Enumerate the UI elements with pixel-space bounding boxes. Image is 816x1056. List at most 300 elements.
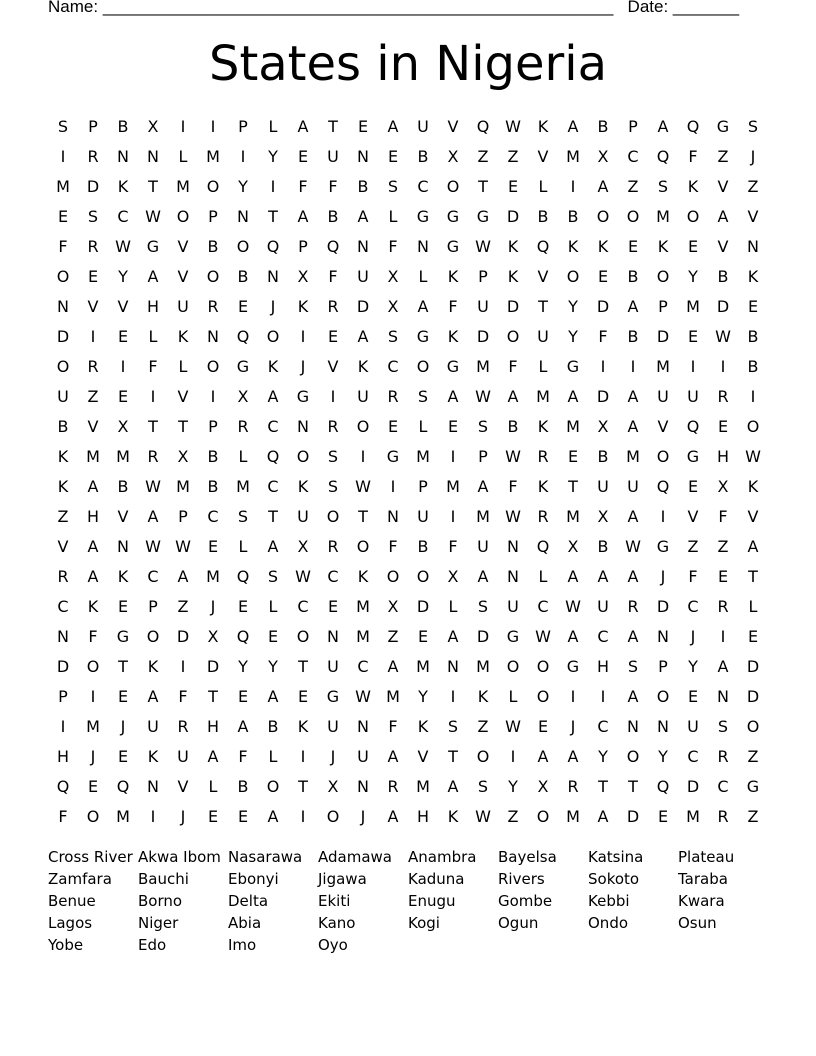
grid-letter: I [720,626,726,646]
grid-letter: H [716,446,730,466]
grid-letter: E [297,686,309,706]
grid-letter: W [145,206,161,226]
grid-letter: U [327,146,339,166]
grid-letter: Z [477,146,489,166]
grid-letter: U [57,386,69,406]
grid-letter: N [207,326,219,346]
grid-letter: E [327,596,339,616]
word-bank-item: Taraba [678,870,728,888]
grid-letter: F [88,626,98,646]
grid-letter: W [505,506,521,526]
grid-letter: I [360,446,366,466]
grid-letter: J [750,146,756,166]
grid-letter: X [597,416,609,436]
word-bank [48,846,768,956]
grid-row [48,261,768,291]
grid-letter: J [180,806,186,826]
grid-letter: T [358,506,368,526]
grid-letter: Z [87,386,99,406]
grid-letter: R [87,356,99,376]
word-bank-item: Enugu [408,892,456,910]
grid-letter: L [238,446,248,466]
grid-letter: K [357,356,369,376]
grid-letter: N [657,716,669,736]
grid-letter: O [86,806,100,826]
grid-letter: E [237,596,249,616]
grid-letter: R [57,566,69,586]
grid-letter: L [268,116,278,136]
grid-letter: L [388,206,398,226]
grid-letter: E [327,326,339,346]
grid-letter: K [297,716,309,736]
word-bank-item: Osun [678,914,717,932]
grid-letter: X [207,626,219,646]
word-bank-item: Sokoto [588,870,640,888]
grid-letter: D [356,296,370,316]
grid-letter: A [147,266,159,286]
grid-letter: E [537,716,549,736]
grid-letter: B [417,146,429,166]
grid-letter: R [207,296,219,316]
grid-letter: K [537,116,549,136]
grid-letter: T [748,566,758,586]
grid-row [48,291,768,321]
grid-letter: F [598,326,608,346]
grid-letter: Q [656,146,670,166]
grid-letter: B [417,536,429,556]
grid-letter: B [627,326,639,346]
grid-letter: Y [568,326,578,346]
grid-letter: N [327,626,339,646]
grid-letter: P [208,416,218,436]
word-bank-item: Gombe [498,892,553,910]
grid-letter: Z [57,506,69,526]
grid-letter: K [507,266,519,286]
grid-letter: A [627,416,639,436]
grid-letter: F [328,176,338,196]
grid-letter: M [566,146,580,166]
grid-letter: T [598,776,608,796]
grid-letter: Q [236,326,250,346]
grid-letter: A [657,116,669,136]
grid-letter: E [117,596,129,616]
grid-letter: K [177,326,189,346]
grid-letter: Z [747,806,759,826]
grid-letter: V [417,746,429,766]
grid-letter: K [687,176,699,196]
grid-letter: N [507,566,519,586]
grid-letter: U [357,266,369,286]
grid-letter: P [58,686,68,706]
grid-letter: M [206,566,220,586]
grid-letter: N [147,776,159,796]
word-bank-item: Katsina [588,848,644,866]
grid-letter: D [596,296,610,316]
grid-letter: V [87,296,99,316]
grid-letter: X [447,146,459,166]
grid-letter: C [597,626,609,646]
word-bank-item: Kaduna [408,870,465,888]
grid-letter: P [148,596,158,616]
grid-letter: U [687,716,699,736]
grid-letter: S [477,416,489,436]
grid-letter: R [627,596,639,616]
grid-letter: B [597,536,609,556]
grid-letter: A [87,476,99,496]
grid-letter: P [298,236,308,256]
grid-row [48,711,768,741]
grid-letter: E [87,266,99,286]
grid-letter: P [478,446,488,466]
grid-letter: K [297,296,309,316]
grid-letter: T [208,686,218,706]
grid-letter: S [87,206,99,226]
grid-letter: S [477,776,489,796]
grid-letter: R [567,776,579,796]
grid-letter: P [418,476,428,496]
grid-letter: U [147,716,159,736]
grid-letter: P [238,116,248,136]
grid-letter: A [627,386,639,406]
grid-letter: E [237,296,249,316]
grid-letter: F [148,356,158,376]
grid-letter: O [416,356,430,376]
grid-letter: M [416,776,430,796]
grid-letter: Q [266,236,280,256]
grid-letter: E [687,686,699,706]
grid-letter: K [357,566,369,586]
grid-letter: G [446,356,460,376]
word-bank-item: Kwara [678,892,725,910]
grid-letter: X [147,116,159,136]
grid-letter: J [210,596,216,616]
grid-letter: N [627,716,639,736]
grid-letter: W [535,626,551,646]
grid-letter: M [566,506,580,526]
grid-letter: X [717,476,729,496]
grid-letter: F [58,236,68,256]
grid-letter: L [448,596,458,616]
grid-letter: F [178,686,188,706]
grid-letter: F [388,236,398,256]
grid-letter: Z [387,626,399,646]
grid-letter: I [210,386,216,406]
grid-row [48,111,768,141]
grid-letter: Y [508,776,518,796]
grid-row [48,681,768,711]
grid-letter: Y [568,296,578,316]
grid-letter: B [57,416,69,436]
word-bank-item: Yobe [48,936,84,954]
grid-letter: N [147,146,159,166]
grid-letter: W [475,806,491,826]
grid-letter: E [207,806,219,826]
grid-letter: A [567,566,579,586]
grid-letter: Q [326,236,340,256]
grid-letter: E [717,566,729,586]
grid-letter: V [177,776,189,796]
grid-letter: P [658,656,668,676]
grid-letter: Q [686,116,700,136]
grid-letter: O [446,176,460,196]
grid-letter: O [356,536,370,556]
word-bank-item: Cross River [48,848,133,866]
grid-letter: N [297,416,309,436]
grid-letter: I [630,356,636,376]
grid-letter: S [477,596,489,616]
grid-letter: N [747,236,759,256]
grid-letter: B [207,476,219,496]
grid-letter: U [327,656,339,676]
grid-letter: O [266,326,280,346]
grid-letter: B [207,446,219,466]
grid-letter: K [477,686,489,706]
grid-letter: Q [686,416,700,436]
grid-letter: Q [536,236,550,256]
grid-letter: M [566,416,580,436]
grid-letter: T [478,176,488,196]
grid-letter: T [148,416,158,436]
grid-letter: I [300,746,306,766]
grid-letter: L [268,596,278,616]
grid-letter: E [687,476,699,496]
grid-letter: M [476,356,490,376]
grid-letter: R [147,446,159,466]
grid-letter: O [536,686,550,706]
grid-letter: M [206,146,220,166]
grid-letter: A [627,626,639,646]
grid-letter: D [626,806,640,826]
grid-letter: J [90,746,96,766]
grid-row [48,141,768,171]
grid-letter: O [356,416,370,436]
grid-letter: N [267,266,279,286]
grid-letter: M [356,626,370,646]
grid-letter: N [357,236,369,256]
grid-row [48,651,768,681]
grid-letter: U [177,746,189,766]
grid-letter: A [387,656,399,676]
grid-letter: H [56,746,70,766]
grid-letter: A [447,386,459,406]
grid-letter: I [450,506,456,526]
grid-letter: W [145,476,161,496]
grid-letter: V [747,206,759,226]
grid-letter: M [86,446,100,466]
word-bank-item: Abia [228,914,262,932]
grid-letter: K [597,236,609,256]
grid-letter: C [597,716,609,736]
grid-letter: A [297,206,309,226]
grid-letter: X [117,416,129,436]
grid-letter: K [57,446,69,466]
grid-letter: I [450,446,456,466]
grid-letter: S [267,566,279,586]
grid-letter: R [327,416,339,436]
grid-letter: Y [268,656,278,676]
grid-letter: V [57,536,69,556]
grid-letter: O [536,656,550,676]
grid-row [48,231,768,261]
grid-letter: D [86,176,100,196]
grid-letter: A [537,746,549,766]
grid-letter: A [387,116,399,136]
grid-letter: G [476,206,490,226]
grid-letter: Y [238,656,248,676]
grid-letter: R [717,746,729,766]
grid-letter: K [507,236,519,256]
grid-letter: T [298,776,308,796]
grid-letter: K [417,716,429,736]
grid-row [48,741,768,771]
grid-letter: A [177,566,189,586]
grid-letter: Z [687,536,699,556]
grid-letter: K [57,476,69,496]
grid-letter: X [387,296,399,316]
grid-letter: U [507,596,519,616]
grid-letter: A [567,386,579,406]
grid-row [48,621,768,651]
grid-letter: W [505,116,521,136]
grid-letter: E [117,386,129,406]
grid-letter: U [597,596,609,616]
grid-letter: M [116,806,130,826]
grid-letter: B [747,356,759,376]
grid-letter: G [446,236,460,256]
grid-letter: I [720,356,726,376]
grid-letter: Z [177,596,189,616]
grid-letter: G [236,356,250,376]
grid-letter: L [178,356,188,376]
grid-letter: S [237,506,249,526]
grid-letter: O [656,266,670,286]
grid-letter: W [505,446,521,466]
grid-letter: F [238,746,248,766]
grid-letter: F [688,566,698,586]
grid-letter: G [566,656,580,676]
grid-letter: J [570,716,576,736]
grid-letter: N [717,686,729,706]
grid-row [48,381,768,411]
grid-letter: X [387,266,399,286]
word-bank-item: Lagos [48,914,93,932]
grid-letter: M [656,206,670,226]
grid-letter: A [207,746,219,766]
grid-letter: E [687,326,699,346]
grid-letter: K [297,476,309,496]
grid-letter: U [597,476,609,496]
grid-letter: Q [656,776,670,796]
grid-letter: Z [507,806,519,826]
grid-letter: P [88,116,98,136]
grid-letter: O [686,206,700,226]
grid-letter: J [270,296,276,316]
grid-letter: A [597,176,609,196]
grid-letter: E [507,176,519,196]
grid-letter: G [446,206,460,226]
grid-letter: A [387,746,399,766]
grid-letter: I [150,386,156,406]
grid-letter: Z [507,146,519,166]
grid-letter: C [57,596,69,616]
grid-letter: W [565,596,581,616]
grid-letter: S [717,716,729,736]
grid-letter: M [416,446,430,466]
grid-letter: B [207,236,219,256]
grid-letter: B [627,266,639,286]
grid-letter: U [627,476,639,496]
grid-letter: I [570,686,576,706]
grid-letter: X [447,566,459,586]
grid-letter: I [300,326,306,346]
grid-letter: O [206,356,220,376]
grid-letter: R [87,146,99,166]
grid-letter: O [656,686,670,706]
word-bank-item: Zamfara [48,870,112,888]
grid-letter: I [660,506,666,526]
grid-letter: U [477,296,489,316]
grid-letter: A [567,746,579,766]
grid-letter: G [416,326,430,346]
grid-letter: J [690,626,696,646]
grid-letter: A [627,566,639,586]
word-bank-item: Ondo [588,914,629,932]
grid-letter: N [447,656,459,676]
grid-letter: G [746,776,760,796]
grid-letter: M [356,596,370,616]
grid-letter: E [747,296,759,316]
grid-letter: B [237,776,249,796]
grid-letter: W [475,386,491,406]
grid-letter: M [176,476,190,496]
grid-letter: A [507,386,519,406]
grid-letter: L [238,536,248,556]
grid-letter: S [417,386,429,406]
grid-letter: E [267,626,279,646]
grid-letter: W [295,566,311,586]
grid-letter: C [627,146,639,166]
grid-letter: G [716,116,730,136]
grid-letter: A [567,116,579,136]
grid-letter: L [538,176,548,196]
grid-letter: X [297,536,309,556]
grid-letter: B [357,176,369,196]
grid-letter: M [476,656,490,676]
grid-letter: T [298,656,308,676]
grid-letter: W [355,476,371,496]
grid-letter: U [327,716,339,736]
grid-letter: A [477,566,489,586]
grid-letter: I [750,386,756,406]
grid-letter: I [210,116,216,136]
grid-letter: M [686,296,700,316]
grid-letter: R [327,296,339,316]
word-bank-item: Plateau [678,848,735,866]
grid-letter: D [746,656,760,676]
page-title: States in Nigeria [208,36,608,92]
grid-letter: T [268,506,278,526]
grid-letter: Z [627,176,639,196]
grid-letter: F [508,356,518,376]
grid-letter: E [117,326,129,346]
grid-letter: E [87,776,99,796]
grid-letter: D [686,776,700,796]
grid-letter: R [327,536,339,556]
grid-letter: L [538,356,548,376]
grid-letter: K [747,476,759,496]
grid-letter: D [716,296,730,316]
word-bank-item: Ekiti [318,892,351,910]
